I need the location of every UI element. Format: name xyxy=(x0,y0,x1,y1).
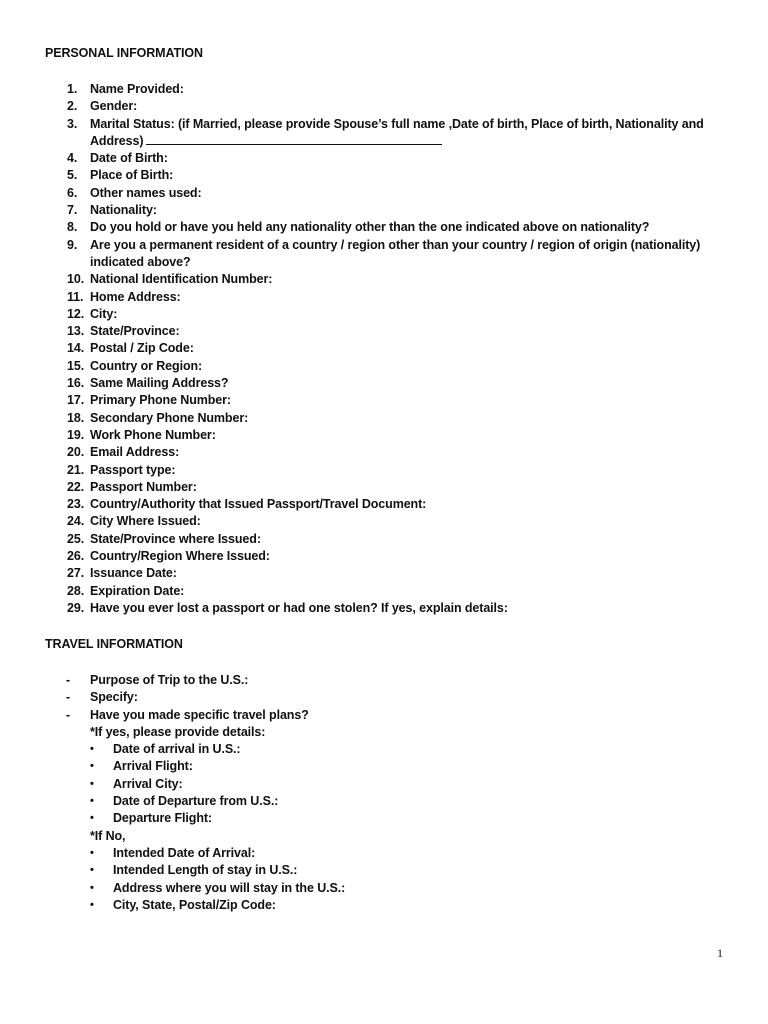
item-label-continuation: indicated above? xyxy=(90,254,191,269)
item-label: Date of Birth: xyxy=(90,151,168,166)
item-label: Passport Number: xyxy=(90,479,197,494)
personal-information-list xyxy=(0,81,768,617)
list-item xyxy=(0,600,768,617)
item-label: Are you a permanent resident of a country / region other than your country / region of origin (nationality) xyxy=(90,237,701,252)
item-number: 23. xyxy=(67,497,85,512)
item-label: Country or Region: xyxy=(90,358,203,373)
list-item xyxy=(0,548,768,565)
travel-information-list xyxy=(0,672,768,914)
list-item xyxy=(0,689,768,706)
item-number: 19. xyxy=(67,427,85,442)
note-text: *If yes, please provide details: xyxy=(90,724,266,739)
list-item xyxy=(0,410,768,427)
bullet-marker: • xyxy=(90,795,94,808)
list-item xyxy=(0,116,768,151)
list-item xyxy=(0,897,768,914)
item-label: Intended Date of Arrival: xyxy=(113,845,256,860)
list-item xyxy=(0,513,768,530)
list-item xyxy=(0,672,768,689)
item-label: State/Province: xyxy=(90,324,180,339)
item-label: Name Provided: xyxy=(90,82,184,96)
item-label: Country/Authority that Issued Passport/Travel Document: xyxy=(90,497,427,512)
list-item xyxy=(0,758,768,775)
list-item xyxy=(0,81,768,98)
bullet-marker: • xyxy=(90,898,94,911)
item-label: City Where Issued: xyxy=(90,514,201,529)
note-text: *If No, xyxy=(90,828,126,843)
item-label: Country/Region Where Issued: xyxy=(90,549,270,564)
list-item xyxy=(0,271,768,288)
bullet-marker: • xyxy=(90,881,94,894)
list-item xyxy=(0,880,768,897)
item-label: Arrival Flight: xyxy=(113,759,193,774)
item-label: Gender: xyxy=(90,99,138,114)
list-item xyxy=(0,375,768,392)
item-number: 26. xyxy=(67,549,85,564)
list-item xyxy=(0,776,768,793)
item-number: 24. xyxy=(67,514,85,529)
item-label: Marital Status: (if Married, please provide Spouse’s full name ,Date of birth, Place of birth, Nationality and xyxy=(90,116,704,131)
item-label: Date of Departure from U.S.: xyxy=(113,794,279,809)
item-number: 29. xyxy=(67,600,85,615)
item-label: Home Address: xyxy=(90,289,181,304)
list-item xyxy=(0,98,768,115)
item-number: 7. xyxy=(67,203,78,218)
item-number: 3. xyxy=(67,116,78,131)
item-label: Date of arrival in U.S.: xyxy=(113,742,241,757)
item-label: Departure Flight: xyxy=(113,811,212,826)
list-item xyxy=(0,323,768,340)
item-number: 18. xyxy=(67,410,85,425)
item-number: 21. xyxy=(67,462,85,477)
item-continuation-text: Address) xyxy=(90,133,144,148)
list-item xyxy=(0,707,768,724)
item-number: 20. xyxy=(67,445,85,460)
item-number: 12. xyxy=(67,306,85,321)
list-item xyxy=(0,392,768,409)
list-item xyxy=(0,340,768,357)
item-label: Purpose of Trip to the U.S.: xyxy=(90,673,249,687)
travel-information-heading: TRAVEL INFORMATION xyxy=(45,637,183,651)
bullet-marker: • xyxy=(90,864,94,877)
item-label: Have you ever lost a passport or had one stolen? If yes, explain details: xyxy=(90,600,508,615)
item-number: 2. xyxy=(67,99,78,114)
item-number: 16. xyxy=(67,376,85,391)
item-number: 10. xyxy=(67,272,85,287)
list-item xyxy=(0,810,768,827)
item-number: 25. xyxy=(67,531,85,546)
item-label: Address where you will stay in the U.S.: xyxy=(113,880,346,895)
dash-marker: - xyxy=(66,673,71,687)
item-label: Passport type: xyxy=(90,462,176,477)
item-label: Place of Birth: xyxy=(90,168,174,183)
item-label-continuation xyxy=(90,133,442,150)
list-item xyxy=(0,219,768,236)
item-label: Intended Length of stay in U.S.: xyxy=(113,863,298,878)
item-number: 6. xyxy=(67,185,78,200)
item-number: 9. xyxy=(67,237,78,252)
bullet-marker: • xyxy=(90,743,94,756)
list-item xyxy=(0,462,768,479)
list-item xyxy=(0,583,768,600)
item-number: 15. xyxy=(67,358,85,373)
dash-marker: - xyxy=(66,690,71,705)
item-label: Do you hold or have you held any nationality other than the one indicated above on nationality? xyxy=(90,220,650,235)
item-number: 27. xyxy=(67,566,85,581)
list-item xyxy=(0,496,768,513)
answer-blank-line xyxy=(146,133,442,145)
item-number: 11. xyxy=(67,289,84,304)
list-item xyxy=(0,444,768,461)
item-label: Nationality: xyxy=(90,203,157,218)
item-label: National Identification Number: xyxy=(90,272,273,287)
item-label: Same Mailing Address? xyxy=(90,376,229,391)
item-label: Secondary Phone Number: xyxy=(90,410,249,425)
item-number: 13. xyxy=(67,324,85,339)
bullet-marker: • xyxy=(90,760,94,773)
list-item xyxy=(0,845,768,862)
item-number: 22. xyxy=(67,479,85,494)
item-number: 28. xyxy=(67,583,85,598)
item-label: Issuance Date: xyxy=(90,566,177,581)
personal-information-heading: PERSONAL INFORMATION xyxy=(45,46,203,60)
list-item xyxy=(0,479,768,496)
item-number: 1. xyxy=(67,82,78,96)
list-item xyxy=(0,237,768,272)
item-number: 8. xyxy=(67,220,78,235)
note-line xyxy=(0,828,768,845)
item-label: Work Phone Number: xyxy=(90,427,216,442)
list-item xyxy=(0,793,768,810)
list-item xyxy=(0,289,768,306)
item-number: 17. xyxy=(67,393,85,408)
item-label: Expiration Date: xyxy=(90,583,185,598)
list-item xyxy=(0,358,768,375)
item-label: City, State, Postal/Zip Code: xyxy=(113,897,276,912)
dash-marker: - xyxy=(66,707,71,722)
note-line xyxy=(0,724,768,741)
list-item xyxy=(0,531,768,548)
bullet-marker: • xyxy=(90,812,94,825)
item-label: Have you made specific travel plans? xyxy=(90,707,309,722)
list-item xyxy=(0,565,768,582)
item-label: Postal / Zip Code: xyxy=(90,341,194,356)
list-item xyxy=(0,306,768,323)
list-item xyxy=(0,185,768,202)
item-number: 14. xyxy=(67,341,85,356)
item-label: Primary Phone Number: xyxy=(90,393,231,408)
item-label: Other names used: xyxy=(90,185,202,200)
item-number: 5. xyxy=(67,168,78,183)
item-number: 4. xyxy=(67,151,78,166)
list-item xyxy=(0,862,768,879)
list-item xyxy=(0,167,768,184)
item-label: Arrival City: xyxy=(113,776,183,791)
bullet-marker: • xyxy=(90,777,94,790)
item-label: State/Province where Issued: xyxy=(90,531,261,546)
page-number: 1 xyxy=(717,946,723,960)
list-item xyxy=(0,427,768,444)
bullet-marker: • xyxy=(90,846,94,859)
item-label: Email Address: xyxy=(90,445,180,460)
item-label: Specify: xyxy=(90,690,138,705)
list-item xyxy=(0,741,768,758)
item-label: City: xyxy=(90,306,118,321)
list-item xyxy=(0,150,768,167)
list-item xyxy=(0,202,768,219)
